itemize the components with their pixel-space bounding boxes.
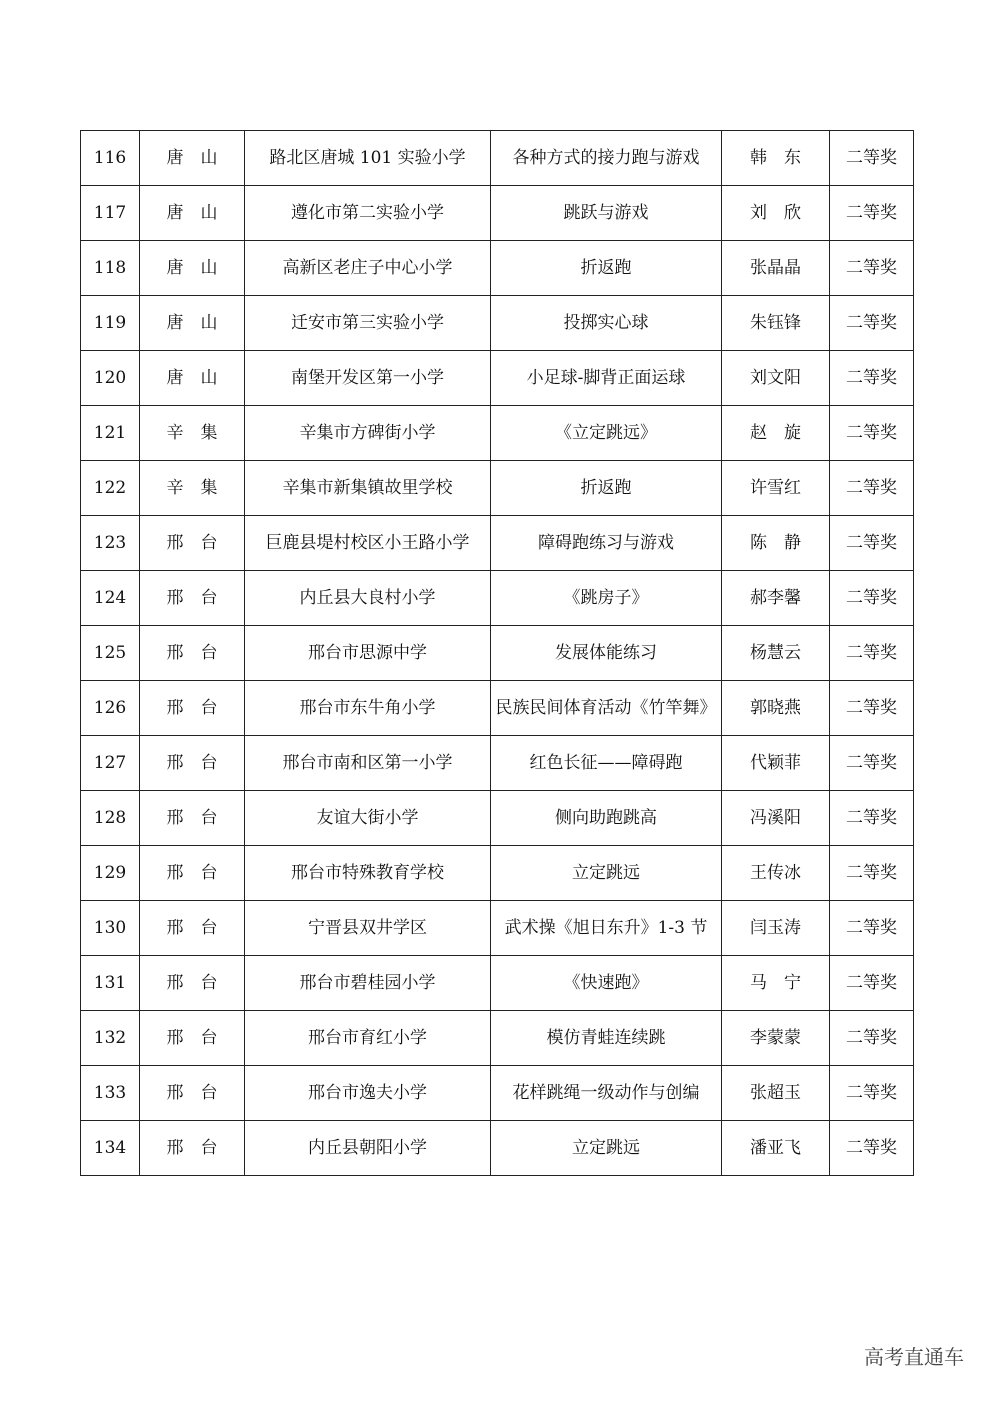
teacher-name-cell: 代颖菲 bbox=[722, 736, 830, 791]
school-cell: 邢台市东牛角小学 bbox=[245, 681, 491, 736]
region-cell: 邢 台 bbox=[140, 846, 245, 901]
table-row bbox=[81, 901, 914, 956]
award-level-cell: 二等奖 bbox=[830, 131, 914, 186]
lesson-title-cell: 折返跑 bbox=[491, 461, 722, 516]
school-cell: 邢台市思源中学 bbox=[245, 626, 491, 681]
region-cell: 邢 台 bbox=[140, 956, 245, 1011]
school-cell: 遵化市第二实验小学 bbox=[245, 186, 491, 241]
lesson-title-cell: 跳跃与游戏 bbox=[491, 186, 722, 241]
award-level-cell: 二等奖 bbox=[830, 571, 914, 626]
table-row bbox=[81, 296, 914, 351]
region-cell: 邢 台 bbox=[140, 571, 245, 626]
entry-number-cell: 121 bbox=[81, 406, 140, 461]
region-cell: 邢 台 bbox=[140, 516, 245, 571]
award-level-cell: 二等奖 bbox=[830, 241, 914, 296]
entry-number-cell: 129 bbox=[81, 846, 140, 901]
entry-number-cell: 127 bbox=[81, 736, 140, 791]
entry-number-cell: 125 bbox=[81, 626, 140, 681]
school-cell: 邢台市育红小学 bbox=[245, 1011, 491, 1066]
entry-number-cell: 132 bbox=[81, 1011, 140, 1066]
teacher-name-cell: 李蒙蒙 bbox=[722, 1011, 830, 1066]
entry-number-cell: 120 bbox=[81, 351, 140, 406]
table-row bbox=[81, 626, 914, 681]
lesson-title-cell: 侧向助跑跳高 bbox=[491, 791, 722, 846]
lesson-title-cell: 民族民间体育活动《竹竿舞》 bbox=[491, 681, 722, 736]
teacher-name-cell: 刘 欣 bbox=[722, 186, 830, 241]
lesson-title-cell: 障碍跑练习与游戏 bbox=[491, 516, 722, 571]
award-table-body bbox=[81, 131, 914, 1176]
school-cell: 迁安市第三实验小学 bbox=[245, 296, 491, 351]
teacher-name-cell: 张晶晶 bbox=[722, 241, 830, 296]
teacher-name-cell: 许雪红 bbox=[722, 461, 830, 516]
region-cell: 邢 台 bbox=[140, 1066, 245, 1121]
entry-number-cell: 119 bbox=[81, 296, 140, 351]
entry-number-cell: 117 bbox=[81, 186, 140, 241]
table-row bbox=[81, 791, 914, 846]
award-level-cell: 二等奖 bbox=[830, 186, 914, 241]
table-row bbox=[81, 406, 914, 461]
award-level-cell: 二等奖 bbox=[830, 626, 914, 681]
entry-number-cell: 124 bbox=[81, 571, 140, 626]
lesson-title-cell: 发展体能练习 bbox=[491, 626, 722, 681]
award-level-cell: 二等奖 bbox=[830, 351, 914, 406]
school-cell: 宁晋县双井学区 bbox=[245, 901, 491, 956]
region-cell: 辛 集 bbox=[140, 406, 245, 461]
award-level-cell: 二等奖 bbox=[830, 296, 914, 351]
region-cell: 唐 山 bbox=[140, 241, 245, 296]
region-cell: 唐 山 bbox=[140, 351, 245, 406]
table-row bbox=[81, 956, 914, 1011]
school-cell: 内丘县朝阳小学 bbox=[245, 1121, 491, 1176]
lesson-title-cell: 模仿青蛙连续跳 bbox=[491, 1011, 722, 1066]
teacher-name-cell: 潘亚飞 bbox=[722, 1121, 830, 1176]
award-level-cell: 二等奖 bbox=[830, 681, 914, 736]
table-row bbox=[81, 1121, 914, 1176]
school-cell: 南堡开发区第一小学 bbox=[245, 351, 491, 406]
entry-number-cell: 126 bbox=[81, 681, 140, 736]
table-row bbox=[81, 186, 914, 241]
school-cell: 邢台市南和区第一小学 bbox=[245, 736, 491, 791]
entry-number-cell: 122 bbox=[81, 461, 140, 516]
teacher-name-cell: 韩 东 bbox=[722, 131, 830, 186]
teacher-name-cell: 陈 静 bbox=[722, 516, 830, 571]
teacher-name-cell: 赵 旋 bbox=[722, 406, 830, 461]
lesson-title-cell: 《快速跑》 bbox=[491, 956, 722, 1011]
table-row bbox=[81, 241, 914, 296]
award-level-cell: 二等奖 bbox=[830, 956, 914, 1011]
school-cell: 邢台市特殊教育学校 bbox=[245, 846, 491, 901]
teacher-name-cell: 闫玉涛 bbox=[722, 901, 830, 956]
award-level-cell: 二等奖 bbox=[830, 791, 914, 846]
entry-number-cell: 123 bbox=[81, 516, 140, 571]
region-cell: 邢 台 bbox=[140, 626, 245, 681]
entry-number-cell: 118 bbox=[81, 241, 140, 296]
region-cell: 邢 台 bbox=[140, 791, 245, 846]
teacher-name-cell: 杨慧云 bbox=[722, 626, 830, 681]
lesson-title-cell: 红色长征——障碍跑 bbox=[491, 736, 722, 791]
teacher-name-cell: 冯溪阳 bbox=[722, 791, 830, 846]
table-row bbox=[81, 736, 914, 791]
teacher-name-cell: 刘文阳 bbox=[722, 351, 830, 406]
award-table bbox=[80, 130, 914, 1176]
region-cell: 唐 山 bbox=[140, 296, 245, 351]
award-level-cell: 二等奖 bbox=[830, 846, 914, 901]
lesson-title-cell: 立定跳远 bbox=[491, 846, 722, 901]
lesson-title-cell: 立定跳远 bbox=[491, 1121, 722, 1176]
award-level-cell: 二等奖 bbox=[830, 736, 914, 791]
lesson-title-cell: 投掷实心球 bbox=[491, 296, 722, 351]
table-row bbox=[81, 461, 914, 516]
table-row bbox=[81, 351, 914, 406]
school-cell: 邢台市碧桂园小学 bbox=[245, 956, 491, 1011]
teacher-name-cell: 郝李馨 bbox=[722, 571, 830, 626]
award-level-cell: 二等奖 bbox=[830, 406, 914, 461]
teacher-name-cell: 马 宁 bbox=[722, 956, 830, 1011]
entry-number-cell: 130 bbox=[81, 901, 140, 956]
lesson-title-cell: 《跳房子》 bbox=[491, 571, 722, 626]
region-cell: 邢 台 bbox=[140, 681, 245, 736]
table-row bbox=[81, 1011, 914, 1066]
entry-number-cell: 116 bbox=[81, 131, 140, 186]
lesson-title-cell: 折返跑 bbox=[491, 241, 722, 296]
lesson-title-cell: 《立定跳远》 bbox=[491, 406, 722, 461]
table-row bbox=[81, 681, 914, 736]
region-cell: 唐 山 bbox=[140, 186, 245, 241]
teacher-name-cell: 郭晓燕 bbox=[722, 681, 830, 736]
school-cell: 邢台市逸夫小学 bbox=[245, 1066, 491, 1121]
entry-number-cell: 128 bbox=[81, 791, 140, 846]
school-cell: 友谊大街小学 bbox=[245, 791, 491, 846]
lesson-title-cell: 小足球-脚背正面运球 bbox=[491, 351, 722, 406]
region-cell: 邢 台 bbox=[140, 901, 245, 956]
table-row bbox=[81, 846, 914, 901]
award-level-cell: 二等奖 bbox=[830, 1011, 914, 1066]
award-level-cell: 二等奖 bbox=[830, 461, 914, 516]
region-cell: 辛 集 bbox=[140, 461, 245, 516]
award-level-cell: 二等奖 bbox=[830, 1121, 914, 1176]
award-level-cell: 二等奖 bbox=[830, 901, 914, 956]
school-cell: 巨鹿县堤村校区小王路小学 bbox=[245, 516, 491, 571]
school-cell: 辛集市新集镇故里学校 bbox=[245, 461, 491, 516]
lesson-title-cell: 花样跳绳一级动作与创编 bbox=[491, 1066, 722, 1121]
region-cell: 邢 台 bbox=[140, 1121, 245, 1176]
watermark: 高考直通车 bbox=[864, 1345, 964, 1369]
table-row bbox=[81, 1066, 914, 1121]
lesson-title-cell: 各种方式的接力跑与游戏 bbox=[491, 131, 722, 186]
teacher-name-cell: 朱钰锋 bbox=[722, 296, 830, 351]
table-row bbox=[81, 131, 914, 186]
region-cell: 邢 台 bbox=[140, 1011, 245, 1066]
school-cell: 路北区唐城 101 实验小学 bbox=[245, 131, 491, 186]
lesson-title-cell: 武术操《旭日东升》1-3 节 bbox=[491, 901, 722, 956]
school-cell: 高新区老庄子中心小学 bbox=[245, 241, 491, 296]
school-cell: 内丘县大良村小学 bbox=[245, 571, 491, 626]
teacher-name-cell: 张超玉 bbox=[722, 1066, 830, 1121]
region-cell: 唐 山 bbox=[140, 131, 245, 186]
region-cell: 邢 台 bbox=[140, 736, 245, 791]
entry-number-cell: 133 bbox=[81, 1066, 140, 1121]
award-level-cell: 二等奖 bbox=[830, 1066, 914, 1121]
table-row bbox=[81, 571, 914, 626]
school-cell: 辛集市方碑街小学 bbox=[245, 406, 491, 461]
entry-number-cell: 131 bbox=[81, 956, 140, 1011]
award-level-cell: 二等奖 bbox=[830, 516, 914, 571]
entry-number-cell: 134 bbox=[81, 1121, 140, 1176]
table-row bbox=[81, 516, 914, 571]
teacher-name-cell: 王传冰 bbox=[722, 846, 830, 901]
